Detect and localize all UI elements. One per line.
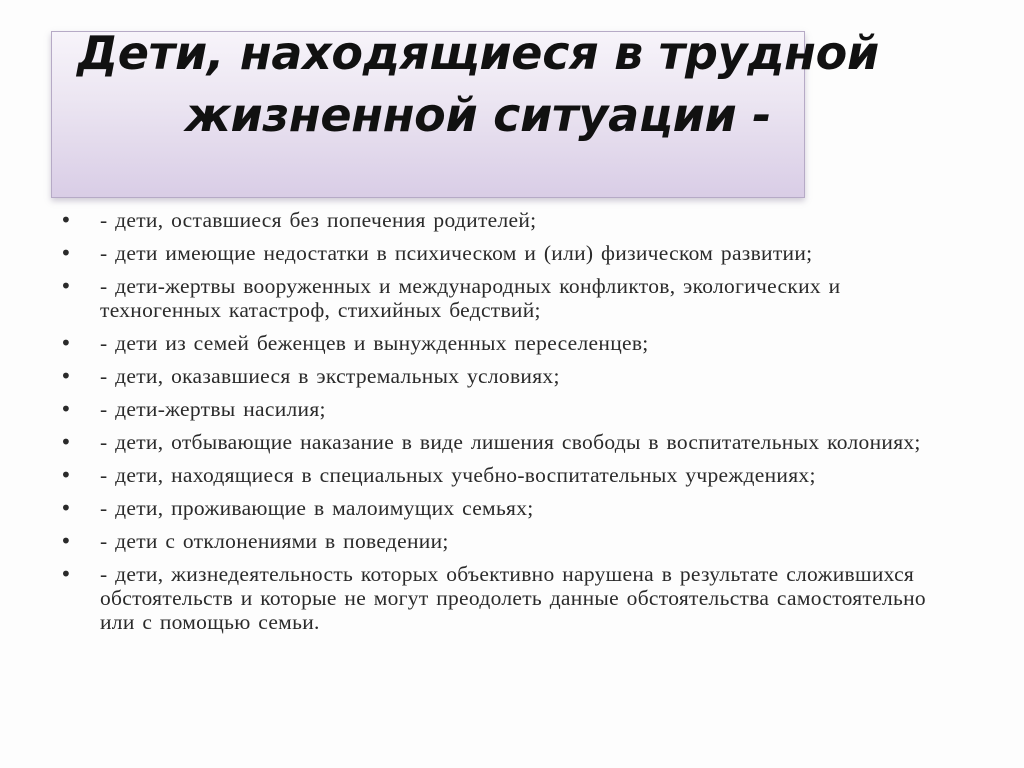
list-item-text: - дети-жертвы насилия; [100,397,326,421]
list-item-text: - дети, проживающие в малоимущих семьях; [100,496,534,520]
list-item [60,364,960,388]
list-item-text: - дети, жизнедеятельность которых объективно нарушена в результате сложившихся обстоятельств и которые не могут преодолеть данные обстоятельства самостоятельно или с помощью семьи. [100,562,926,634]
list-item [60,562,960,634]
list-item [60,208,960,232]
list-item [60,430,960,454]
bullet-icon: • [60,430,73,454]
list-item [60,496,960,520]
list-item [60,331,960,355]
list-item-text: - дети, отбывающие наказание в виде лишения свободы в воспитательных колониях; [100,430,921,454]
bullet-icon: • [60,463,73,487]
bullet-icon: • [60,529,73,553]
list-item-text: - дети, оставшиеся без попечения родителей; [100,208,537,232]
list-item-text: - дети, находящиеся в специальных учебно-воспитательных учреждениях; [100,463,816,487]
list-item [60,274,960,322]
bullet-icon: • [60,562,73,586]
list-item-text: - дети с отклонениями в поведении; [100,529,449,553]
list-item [60,241,960,265]
bullet-icon: • [60,496,73,520]
bullet-icon: • [60,364,73,388]
bullet-icon: • [60,397,73,421]
slide-title: Дети, находящиеся в трудной жизненной ситуации - [77,26,879,142]
bullet-icon: • [60,208,73,232]
bullet-icon: • [60,241,73,265]
list-item [60,529,960,553]
bullet-icon: • [60,331,73,355]
list-item-text: - дети-жертвы вооруженных и международных конфликтов, экологических и техногенных катастроф, стихийных бедствий; [100,274,841,322]
bullet-list [60,208,960,643]
list-item [60,463,960,487]
list-item-text: - дети, оказавшиеся в экстремальных условиях; [100,364,560,388]
list-item-text: - дети имеющие недостатки в психическом и (или) физическом развитии; [100,241,813,265]
bullet-icon: • [60,274,73,298]
list-item-text: - дети из семей беженцев и вынужденных переселенцев; [100,331,649,355]
list-item [60,397,960,421]
